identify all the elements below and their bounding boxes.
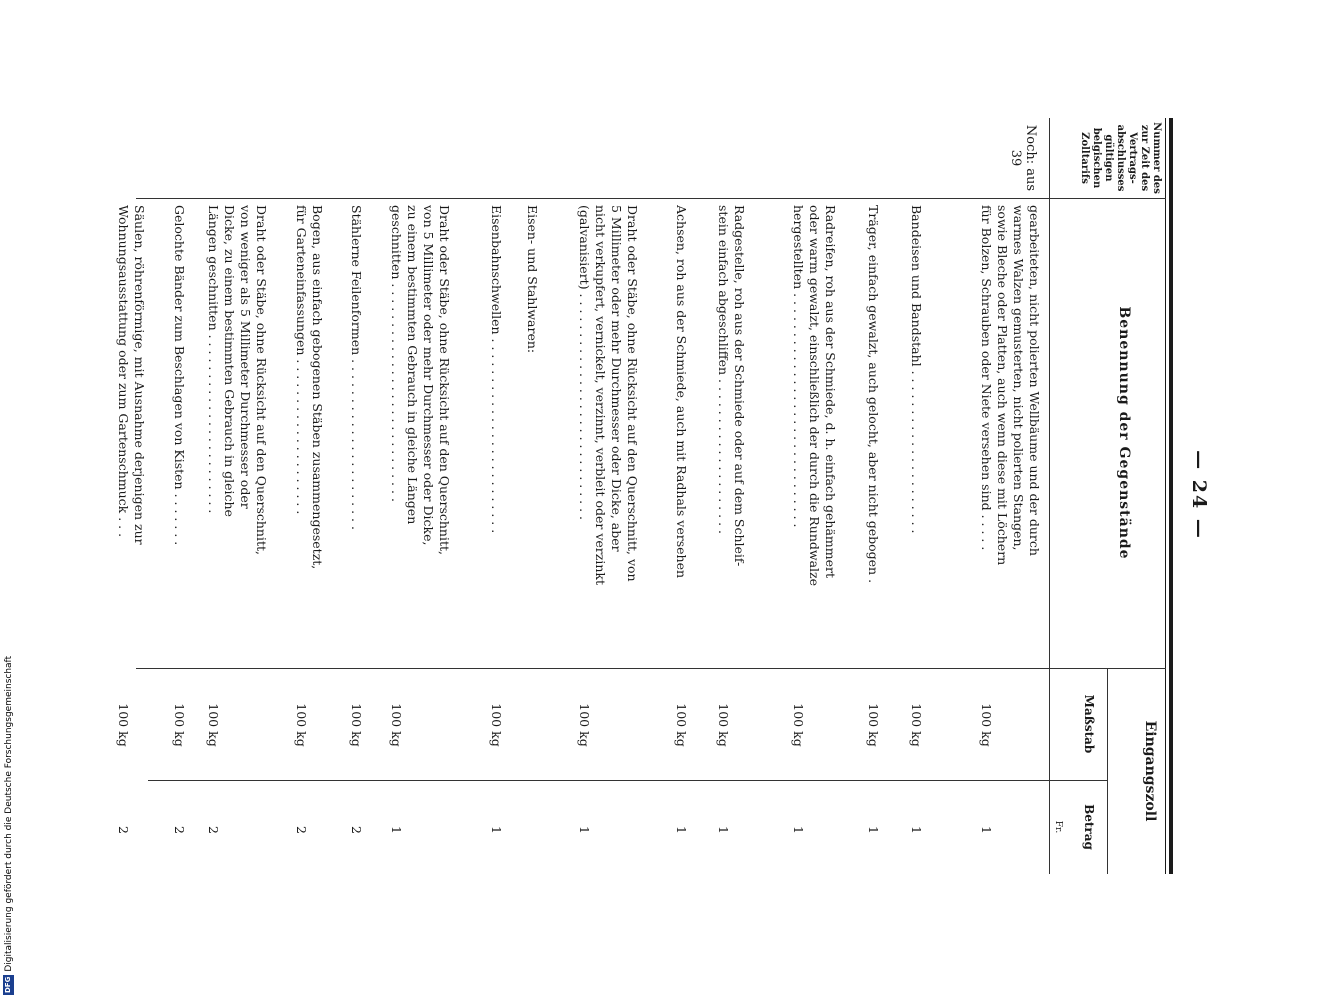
table-row <box>171 100 187 890</box>
description-line: Bogen, aus einfach gebogenen Stäben zusammengesetzt, <box>310 205 325 570</box>
description-line: Wohnungsausstattung oder zum Gartenschmuck . . . <box>116 205 131 538</box>
row-massstab: 100 kg <box>349 703 364 747</box>
description-line: oder warm gewalzt, einschließlich der durch die Rundwalze <box>807 205 822 587</box>
table-row <box>115 100 147 890</box>
header-currency: Fr. <box>1053 820 1063 834</box>
description-line: zu einem bestimmten Gebrauch in gleiche Längen <box>405 205 420 525</box>
row-description <box>865 205 881 660</box>
tariff-page <box>116 100 1230 890</box>
table-row <box>715 100 747 890</box>
description-line: geschnitten . . . . . . . . . . . . . . . . . . . . . . . . . . . . <box>389 205 404 502</box>
eingangszoll-subheader-rule <box>1107 668 1108 874</box>
description-line: Draht oder Stäbe, ohne Rücksicht auf den Querschnitt, von <box>625 205 640 582</box>
description-line: 5 Millimeter oder mehr Durchmesser oder Dicke, aber <box>609 205 624 552</box>
row-betrag: 1 <box>577 826 592 834</box>
description-line: (galvanisiert) . . . . . . . . . . . . . . . . . . . . . . . . . . . . . <box>577 205 592 521</box>
table-row <box>908 100 924 890</box>
header-massstab: Maßstab <box>1082 694 1096 754</box>
row-description <box>673 205 689 660</box>
header-eingangszoll: Eingangszoll <box>1142 720 1158 822</box>
row-betrag: 2 <box>349 826 364 834</box>
row-betrag: 1 <box>389 826 404 834</box>
dfg-digitization-stamp <box>2 605 16 995</box>
row-betrag: 1 <box>979 826 994 834</box>
row-description <box>715 205 747 660</box>
description-line: für Bolzen, Schrauben oder Niete versehen sind . . . . . <box>979 205 994 551</box>
table-row <box>488 100 504 890</box>
page-number: — 24 — <box>1188 450 1210 540</box>
row-betrag: 1 <box>489 826 504 834</box>
row-massstab: 100 kg <box>577 703 592 747</box>
description-line: Eisenbahnschwellen . . . . . . . . . . . . . . . . . . . . . . . . . <box>489 205 504 534</box>
stamp-text: Digitalisierung gefördert durch die Deutsche Forschungsgemeinschaft <box>4 655 14 972</box>
table-row <box>348 100 364 890</box>
row-betrag: 1 <box>791 826 806 834</box>
description-line: sowie Bleche oder Platten, auch wenn diese mit Löchern <box>995 205 1010 566</box>
row-description <box>293 205 325 660</box>
header-benennung: Benennung der Gegenstände <box>1116 306 1132 560</box>
header-nummer: Nummer des zur Zeit des Vertrags-abschlusses gültigen belgischen Zolltarifs <box>1079 122 1162 194</box>
table-row <box>205 100 269 890</box>
row-betrag: 2 <box>294 826 309 834</box>
row-massstab: 100 kg <box>909 703 924 747</box>
description-line: Draht oder Stäbe, ohne Rücksicht auf den Querschnitt, <box>437 205 452 555</box>
row-massstab: 100 kg <box>716 703 731 747</box>
row-massstab: 100 kg <box>116 703 131 747</box>
dfg-logo-icon: DFG <box>4 976 12 993</box>
row-massstab: 100 kg <box>791 703 806 747</box>
row-description <box>908 205 924 660</box>
table-row <box>524 100 540 890</box>
description-line: Radgestelle, roh aus der Schmiede oder auf dem Schleif- <box>732 205 747 567</box>
table-top-rule-thin <box>1165 118 1166 874</box>
table-row <box>388 100 452 890</box>
table-row <box>865 100 881 890</box>
table-top-rule <box>1169 118 1173 874</box>
row-massstab: 100 kg <box>674 703 689 747</box>
description-line: Längen geschnitten . . . . . . . . . . . . . . . . . . . . . . . <box>206 205 221 514</box>
description-line: Stählerne Feilenformen . . . . . . . . . . . . . . . . . . . . . . <box>349 205 364 530</box>
row-betrag: 1 <box>866 826 881 834</box>
row-massstab: 100 kg <box>979 703 994 747</box>
header-betrag: Betrag <box>1082 804 1096 850</box>
table-row <box>673 100 689 890</box>
row-description <box>348 205 364 660</box>
description-line: Achsen, roh aus der Schmiede, auch mit Radhals versehen <box>674 205 689 579</box>
table-header-rule <box>1049 118 1050 874</box>
row-description <box>524 205 540 660</box>
row-massstab: 100 kg <box>489 703 504 747</box>
row-massstab: 100 kg <box>866 703 881 747</box>
row-massstab: 100 kg <box>206 703 221 747</box>
row-massstab: 100 kg <box>294 703 309 747</box>
description-line: Radreifen, roh aus der Schmiede, d. h. einfach gehämmert <box>823 205 838 579</box>
description-line: Bandeisen und Bandstahl . . . . . . . . . . . . . . . . . . . . . <box>909 205 924 534</box>
description-line: Eisen- und Stahlwaren: <box>525 205 540 354</box>
row-description <box>790 205 838 660</box>
table-row <box>978 100 1042 890</box>
description-line: von weniger als 5 Millimeter Durchmesser oder <box>238 205 253 509</box>
tariff-number: Noch: aus 39 <box>1008 124 1038 192</box>
row-description <box>488 205 504 660</box>
row-betrag: 2 <box>206 826 221 834</box>
description-line: Säulen, röhrenförmige, mit Ausnahme derjenigen zur <box>132 205 147 545</box>
row-description <box>576 205 640 660</box>
row-description <box>978 205 1042 660</box>
description-line: Gelochte Bänder zum Beschlagen von Kisten . . . . . . . <box>172 205 187 546</box>
row-massstab: 100 kg <box>172 703 187 747</box>
row-betrag: 1 <box>909 826 924 834</box>
table-row <box>576 100 640 890</box>
description-line: warmes Walzen gemusterten, nicht polierten Stangen, <box>1011 205 1026 551</box>
row-betrag: 1 <box>674 826 689 834</box>
description-line: hergestellten . . . . . . . . . . . . . . . . . . . . . . . . . . . . . . <box>791 205 806 528</box>
row-description <box>205 205 269 660</box>
row-betrag: 2 <box>172 826 187 834</box>
row-betrag: 2 <box>116 826 131 834</box>
description-line: Dicke, zu einem bestimmten Gebrauch in gleiche <box>222 205 237 517</box>
description-line: nicht verkupfert, vernickelt, verzinnt, verbleit oder verzinkt <box>593 205 608 586</box>
description-line: Träger, einfach gewalzt, auch gelocht, aber nicht gebogen . <box>866 205 881 584</box>
table-row <box>790 100 838 890</box>
description-line: für Garteneinfassungen . . . . . . . . . . . . . . . . . . . . <box>294 205 309 515</box>
row-description <box>388 205 452 660</box>
row-description <box>171 205 187 660</box>
row-betrag: 1 <box>716 826 731 834</box>
description-line: Draht oder Stäbe, ohne Rücksicht auf den Querschnitt, <box>254 205 269 555</box>
row-description <box>115 205 147 660</box>
description-line: gearbeiteten, nicht polierten Wellbäume und der durch <box>1027 205 1042 556</box>
description-line: stein einfach abgeschliffen . . . . . . . . . . . . . . . . . . . . <box>716 205 731 534</box>
description-line: von 5 Millimeter oder mehr Durchmesser oder Dicke, <box>421 205 436 546</box>
row-massstab: 100 kg <box>389 703 404 747</box>
table-row <box>293 100 325 890</box>
